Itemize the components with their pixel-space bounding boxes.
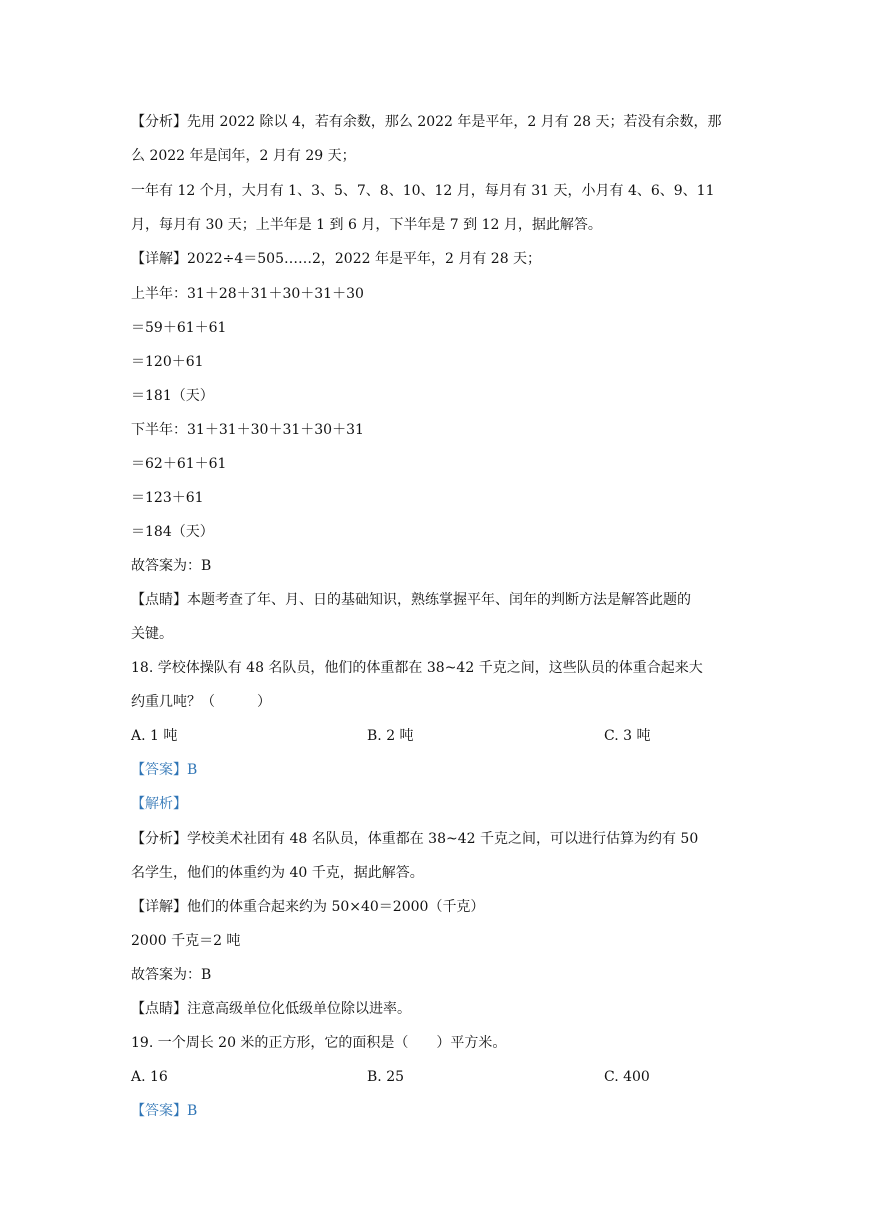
q17-comment-line-2: 关键。 xyxy=(131,626,173,642)
q19-answer: 【答案】B xyxy=(131,1103,198,1119)
q18-explain-label: 【解析】 xyxy=(131,796,187,812)
q18-question-line-2: 约重几吨？（ ） xyxy=(131,694,271,710)
q17-detail-line-3: ＝59＋61＋61 xyxy=(131,320,227,336)
q18-option-a: A. 1 吨 xyxy=(131,728,178,744)
q18-detail-line-2: 2000 千克＝2 吨 xyxy=(131,933,241,949)
q17-detail-line-9: ＝184（天） xyxy=(131,524,214,540)
q17-detail-line-8: ＝123＋61 xyxy=(131,490,204,506)
q18-analysis-line-1: 【分析】学校美术社团有 48 名队员，体重都在 38~42 千克之间，可以进行估算为约有 50 xyxy=(131,831,699,847)
q17-answer-line: 故答案为：B xyxy=(131,558,212,574)
q19-question: 19. 一个周长 20 米的正方形，它的面积是（ ）平方米。 xyxy=(131,1035,507,1051)
q18-option-c: C. 3 吨 xyxy=(604,728,651,744)
q17-detail-line-1: 【详解】2022÷4＝505……2，2022 年是平年，2 月有 28 天； xyxy=(131,251,542,267)
q17-detail-line-7: ＝62＋61＋61 xyxy=(131,456,227,472)
q18-question-line-1: 18. 学校体操队有 48 名队员，他们的体重都在 38~42 千克之间，这些队员的体重合起来大 xyxy=(131,660,703,676)
q17-detail-line-4: ＝120＋61 xyxy=(131,354,204,370)
q19-option-a: A. 16 xyxy=(131,1069,168,1085)
q18-answer-line: 故答案为：B xyxy=(131,967,212,983)
q18-option-b: B. 2 吨 xyxy=(367,728,414,744)
q18-answer: 【答案】B xyxy=(131,762,198,778)
q17-analysis-line-4: 月，每月有 30 天；上半年是 1 到 6 月，下半年是 7 到 12 月，据此解答。 xyxy=(131,217,602,233)
q17-detail-line-6: 下半年：31＋31＋30＋31＋30＋31 xyxy=(131,422,364,438)
q17-analysis-line-2: 么 2022 年是闰年，2 月有 29 天； xyxy=(131,148,356,164)
q19-option-c: C. 400 xyxy=(604,1069,650,1085)
q17-detail-line-5: ＝181（天） xyxy=(131,388,214,404)
q17-comment-line-1: 【点睛】本题考查了年、月、日的基础知识，熟练掌握平年、闰年的判断方法是解答此题的 xyxy=(131,592,691,608)
q18-comment: 【点睛】注意高级单位化低级单位除以进率。 xyxy=(131,1001,411,1017)
q17-analysis-line-3: 一年有 12 个月，大月有 1、3、5、7、8、10、12 月，每月有 31 天，小月有 4、6、9、11 xyxy=(131,183,715,199)
q17-detail-line-2: 上半年：31＋28＋31＋30＋31＋30 xyxy=(131,286,364,302)
q18-analysis-line-2: 名学生，他们的体重约为 40 千克，据此解答。 xyxy=(131,865,424,881)
q19-option-b: B. 25 xyxy=(367,1069,405,1085)
q18-detail-line-1: 【详解】他们的体重合起来约为 50×40＝2000（千克） xyxy=(131,899,485,915)
q17-analysis-line-1: 【分析】先用 2022 除以 4，若有余数，那么 2022 年是平年，2 月有 28 天；若没有余数，那 xyxy=(131,114,722,130)
